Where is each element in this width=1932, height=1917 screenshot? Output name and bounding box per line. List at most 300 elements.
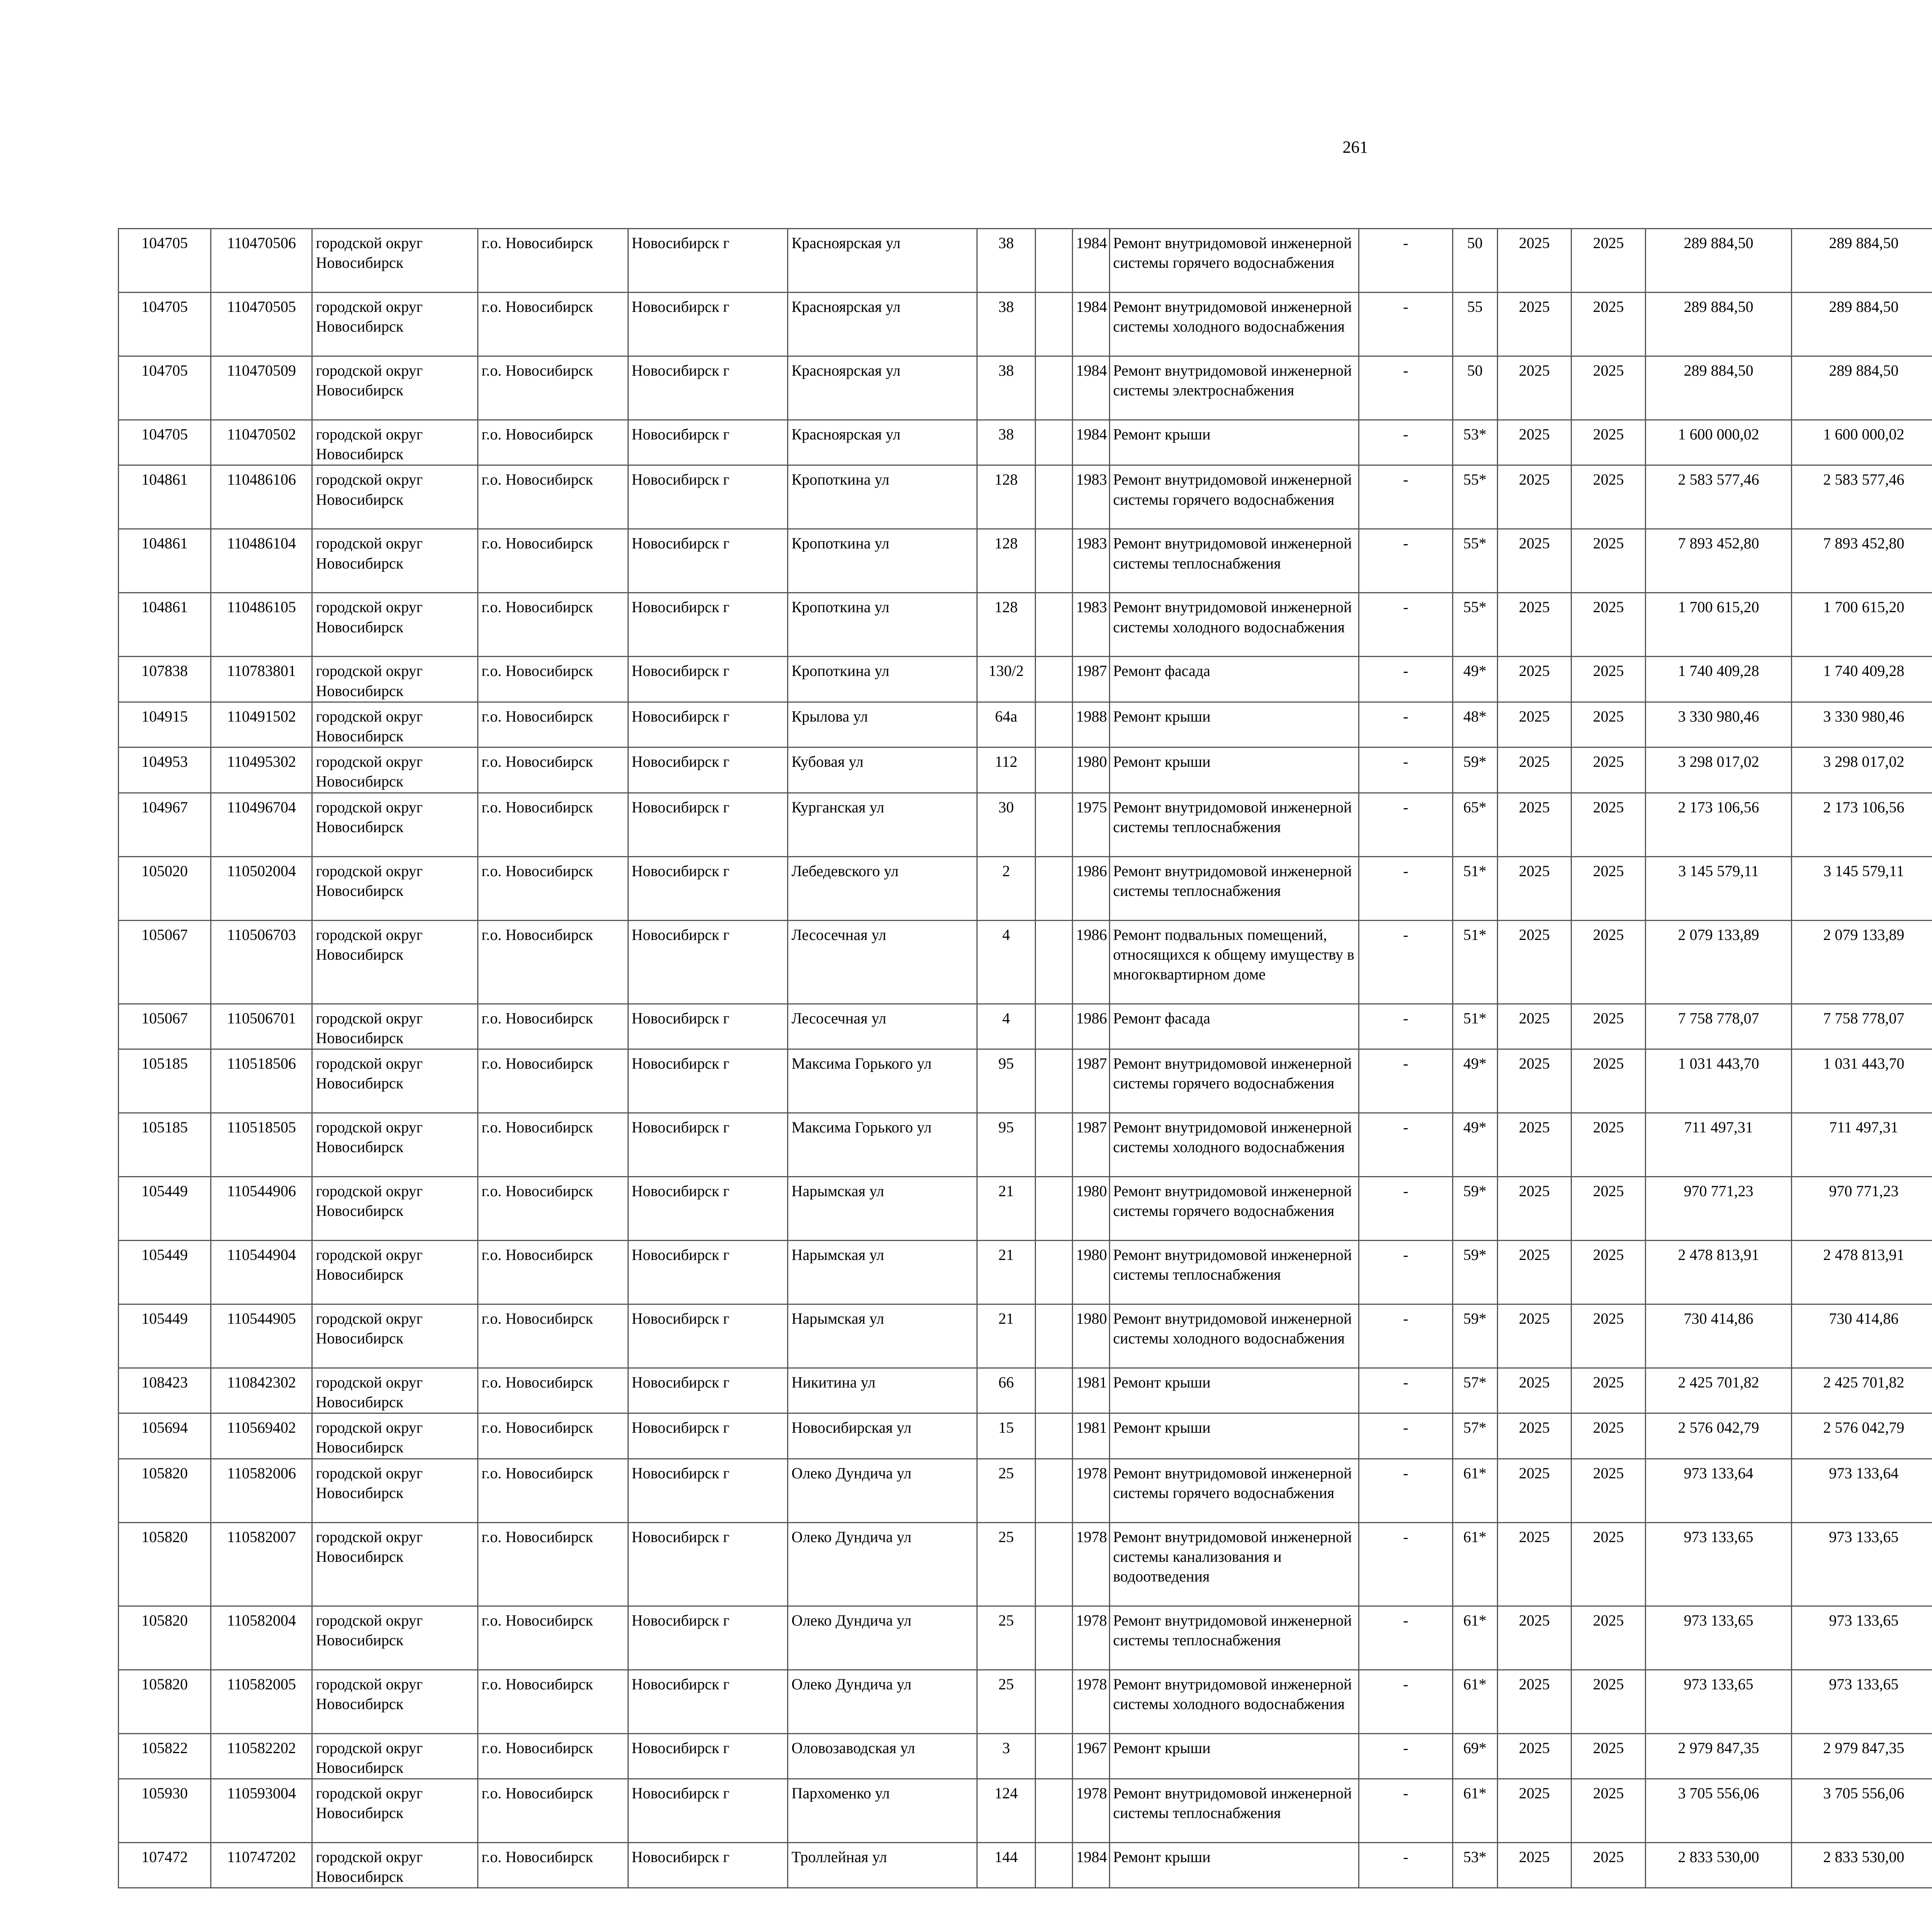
cell-object-id: 110502004 (211, 856, 312, 920)
table-row (119, 856, 1932, 920)
cell-locality: Новосибирск г (628, 856, 788, 920)
cell-street: Крылова ул (788, 702, 977, 747)
cell-total-cost: 2 079 133,89 (1645, 920, 1791, 1004)
cell-wear: 49* (1452, 657, 1497, 702)
table-row (119, 1459, 1932, 1522)
cell-dash: - (1359, 1459, 1452, 1522)
cell-wear: 53* (1452, 420, 1497, 465)
cell-year-built: 1987 (1072, 657, 1109, 702)
table-row (119, 1413, 1932, 1459)
cell-year-start: 2025 (1497, 529, 1571, 593)
cell-work-type: Ремонт внутридомовой инженерной системы горячего водоснабжения (1109, 1049, 1359, 1113)
cell-year-built: 1978 (1072, 1522, 1109, 1606)
cell-year-built: 1984 (1072, 229, 1109, 293)
cell-year-end: 2025 (1571, 1113, 1646, 1176)
cell-year-end: 2025 (1571, 1459, 1646, 1522)
table-row (119, 293, 1932, 356)
cell-extra (1035, 920, 1072, 1004)
cell-year-start: 2025 (1497, 1049, 1571, 1113)
cell-house-number: 95 (977, 1049, 1035, 1113)
cell-house-id: 105694 (119, 1413, 211, 1459)
cell-street: Троллейная ул (788, 1843, 977, 1888)
cell-wear: 59* (1452, 1304, 1497, 1368)
cell-municipality: городской округ Новосибирск (312, 1459, 478, 1522)
cell-locality: Новосибирск г (628, 465, 788, 529)
cell-dash: - (1359, 1368, 1452, 1413)
cell-regional-budget: 973 133,65 (1792, 1670, 1932, 1733)
cell-total-cost: 3 705 556,06 (1645, 1779, 1791, 1843)
cell-year-start: 2025 (1497, 657, 1571, 702)
cell-year-built: 1986 (1072, 920, 1109, 1004)
cell-locality: Новосибирск г (628, 1459, 788, 1522)
cell-municipality-short: г.о. Новосибирск (478, 593, 628, 657)
table-row (119, 1733, 1932, 1779)
cell-wear: 51* (1452, 1004, 1497, 1049)
cell-house-number: 66 (977, 1368, 1035, 1413)
cell-locality: Новосибирск г (628, 1049, 788, 1113)
cell-locality: Новосибирск г (628, 1670, 788, 1733)
cell-house-number: 30 (977, 793, 1035, 856)
cell-object-id: 110470502 (211, 420, 312, 465)
cell-locality: Новосибирск г (628, 593, 788, 657)
cell-year-start: 2025 (1497, 1176, 1571, 1240)
cell-wear: 51* (1452, 920, 1497, 1004)
cell-house-number: 38 (977, 420, 1035, 465)
cell-year-end: 2025 (1571, 702, 1646, 747)
cell-year-start: 2025 (1497, 1606, 1571, 1670)
cell-extra (1035, 356, 1072, 420)
cell-street: Красноярская ул (788, 229, 977, 293)
cell-regional-budget: 3 705 556,06 (1792, 1779, 1932, 1843)
cell-street: Олеко Дундича ул (788, 1522, 977, 1606)
cell-total-cost: 1 700 615,20 (1645, 593, 1791, 657)
cell-wear: 61* (1452, 1522, 1497, 1606)
cell-street: Кропоткина ул (788, 657, 977, 702)
cell-total-cost: 973 133,65 (1645, 1606, 1791, 1670)
cell-house-id: 105185 (119, 1049, 211, 1113)
cell-year-start: 2025 (1497, 1113, 1571, 1176)
cell-year-end: 2025 (1571, 793, 1646, 856)
cell-object-id: 110506703 (211, 920, 312, 1004)
cell-dash: - (1359, 1113, 1452, 1176)
table-row (119, 1843, 1932, 1888)
cell-total-cost: 289 884,50 (1645, 229, 1791, 293)
cell-year-start: 2025 (1497, 856, 1571, 920)
cell-dash: - (1359, 702, 1452, 747)
table-row (119, 229, 1932, 293)
cell-extra (1035, 793, 1072, 856)
cell-regional-budget: 2 079 133,89 (1792, 920, 1932, 1004)
cell-extra (1035, 229, 1072, 293)
cell-locality: Новосибирск г (628, 1779, 788, 1843)
cell-extra (1035, 420, 1072, 465)
cell-dash: - (1359, 420, 1452, 465)
cell-regional-budget: 2 173 106,56 (1792, 793, 1932, 856)
cell-work-type: Ремонт внутридомовой инженерной системы канализования и водоотведения (1109, 1522, 1359, 1606)
cell-year-end: 2025 (1571, 1779, 1646, 1843)
cell-municipality: городской округ Новосибирск (312, 1004, 478, 1049)
cell-municipality: городской округ Новосибирск (312, 1304, 478, 1368)
cell-object-id: 110544904 (211, 1240, 312, 1304)
cell-house-number: 128 (977, 593, 1035, 657)
cell-year-start: 2025 (1497, 747, 1571, 793)
cell-municipality-short: г.о. Новосибирск (478, 1670, 628, 1733)
cell-locality: Новосибирск г (628, 529, 788, 593)
cell-year-start: 2025 (1497, 1240, 1571, 1304)
cell-municipality: городской округ Новосибирск (312, 657, 478, 702)
cell-work-type: Ремонт внутридомовой инженерной системы холодного водоснабжения (1109, 1113, 1359, 1176)
cell-year-start: 2025 (1497, 1004, 1571, 1049)
cell-object-id: 110470506 (211, 229, 312, 293)
table-row (119, 920, 1932, 1004)
cell-year-end: 2025 (1571, 1606, 1646, 1670)
cell-extra (1035, 1606, 1072, 1670)
cell-year-built: 1987 (1072, 1049, 1109, 1113)
cell-locality: Новосибирск г (628, 1176, 788, 1240)
cell-municipality-short: г.о. Новосибирск (478, 1779, 628, 1843)
cell-municipality: городской округ Новосибирск (312, 356, 478, 420)
cell-work-type: Ремонт внутридомовой инженерной системы теплоснабжения (1109, 1779, 1359, 1843)
cell-locality: Новосибирск г (628, 420, 788, 465)
cell-object-id: 110506701 (211, 1004, 312, 1049)
cell-municipality-short: г.о. Новосибирск (478, 1304, 628, 1368)
cell-extra (1035, 1240, 1072, 1304)
table-row (119, 793, 1932, 856)
cell-regional-budget: 289 884,50 (1792, 293, 1932, 356)
cell-work-type: Ремонт внутридомовой инженерной системы теплоснабжения (1109, 1606, 1359, 1670)
cell-year-end: 2025 (1571, 1733, 1646, 1779)
cell-wear: 53* (1452, 1843, 1497, 1888)
cell-wear: 65* (1452, 793, 1497, 856)
cell-extra (1035, 747, 1072, 793)
cell-wear: 55 (1452, 293, 1497, 356)
cell-year-end: 2025 (1571, 356, 1646, 420)
cell-year-built: 1986 (1072, 1004, 1109, 1049)
cell-street: Красноярская ул (788, 293, 977, 356)
cell-municipality-short: г.о. Новосибирск (478, 356, 628, 420)
cell-municipality-short: г.о. Новосибирск (478, 1240, 628, 1304)
cell-work-type: Ремонт внутридомовой инженерной системы холодного водоснабжения (1109, 1304, 1359, 1368)
cell-municipality-short: г.о. Новосибирск (478, 1176, 628, 1240)
cell-object-id: 110470505 (211, 293, 312, 356)
cell-house-number: 2 (977, 856, 1035, 920)
cell-locality: Новосибирск г (628, 793, 788, 856)
cell-house-id: 105449 (119, 1240, 211, 1304)
cell-year-start: 2025 (1497, 293, 1571, 356)
cell-municipality-short: г.о. Новосибирск (478, 1049, 628, 1113)
cell-regional-budget: 1 600 000,02 (1792, 420, 1932, 465)
cell-regional-budget: 973 133,65 (1792, 1606, 1932, 1670)
cell-work-type: Ремонт крыши (1109, 420, 1359, 465)
cell-object-id: 110842302 (211, 1368, 312, 1413)
cell-total-cost: 289 884,50 (1645, 356, 1791, 420)
cell-year-built: 1981 (1072, 1368, 1109, 1413)
cell-dash: - (1359, 356, 1452, 420)
cell-wear: 57* (1452, 1368, 1497, 1413)
cell-year-end: 2025 (1571, 747, 1646, 793)
cell-wear: 57* (1452, 1413, 1497, 1459)
cell-work-type: Ремонт внутридомовой инженерной системы холодного водоснабжения (1109, 593, 1359, 657)
cell-locality: Новосибирск г (628, 747, 788, 793)
cell-regional-budget: 973 133,65 (1792, 1522, 1932, 1606)
cell-house-number: 4 (977, 920, 1035, 1004)
cell-year-built: 1980 (1072, 747, 1109, 793)
table-row (119, 1522, 1932, 1606)
cell-municipality: городской округ Новосибирск (312, 702, 478, 747)
cell-object-id: 110582202 (211, 1733, 312, 1779)
cell-total-cost: 1 740 409,28 (1645, 657, 1791, 702)
cell-year-start: 2025 (1497, 1733, 1571, 1779)
cell-year-start: 2025 (1497, 1670, 1571, 1733)
cell-municipality: городской округ Новосибирск (312, 1368, 478, 1413)
cell-work-type: Ремонт внутридомовой инженерной системы электроснабжения (1109, 356, 1359, 420)
cell-object-id: 110783801 (211, 657, 312, 702)
cell-year-start: 2025 (1497, 465, 1571, 529)
cell-wear: 61* (1452, 1606, 1497, 1670)
cell-municipality: городской округ Новосибирск (312, 1606, 478, 1670)
cell-year-start: 2025 (1497, 1368, 1571, 1413)
cell-house-number: 95 (977, 1113, 1035, 1176)
cell-dash: - (1359, 747, 1452, 793)
cell-wear: 55* (1452, 529, 1497, 593)
cell-total-cost: 973 133,64 (1645, 1459, 1791, 1522)
cell-extra (1035, 1413, 1072, 1459)
cell-year-end: 2025 (1571, 1304, 1646, 1368)
cell-municipality-short: г.о. Новосибирск (478, 465, 628, 529)
cell-municipality-short: г.о. Новосибирск (478, 1004, 628, 1049)
cell-house-id: 105449 (119, 1304, 211, 1368)
cell-house-number: 25 (977, 1606, 1035, 1670)
cell-regional-budget: 970 771,23 (1792, 1176, 1932, 1240)
cell-street: Пархоменко ул (788, 1779, 977, 1843)
cell-house-number: 25 (977, 1670, 1035, 1733)
cell-extra (1035, 1843, 1072, 1888)
cell-year-built: 1984 (1072, 293, 1109, 356)
cell-municipality: городской округ Новосибирск (312, 420, 478, 465)
cell-object-id: 110582004 (211, 1606, 312, 1670)
cell-object-id: 110582005 (211, 1670, 312, 1733)
table-row (119, 593, 1932, 657)
table-row (119, 1004, 1932, 1049)
cell-locality: Новосибирск г (628, 1522, 788, 1606)
cell-municipality-short: г.о. Новосибирск (478, 1413, 628, 1459)
cell-wear: 51* (1452, 856, 1497, 920)
cell-municipality: городской округ Новосибирск (312, 593, 478, 657)
cell-street: Кропоткина ул (788, 465, 977, 529)
cell-dash: - (1359, 465, 1452, 529)
cell-year-built: 1980 (1072, 1176, 1109, 1240)
cell-total-cost: 1 031 443,70 (1645, 1049, 1791, 1113)
cell-locality: Новосибирск г (628, 1368, 788, 1413)
table-row (119, 1176, 1932, 1240)
cell-municipality-short: г.о. Новосибирск (478, 793, 628, 856)
cell-year-end: 2025 (1571, 1670, 1646, 1733)
cell-street: Курганская ул (788, 793, 977, 856)
cell-year-built: 1984 (1072, 420, 1109, 465)
cell-house-id: 105020 (119, 856, 211, 920)
cell-house-number: 112 (977, 747, 1035, 793)
cell-municipality-short: г.о. Новосибирск (478, 1733, 628, 1779)
cell-municipality: городской округ Новосибирск (312, 1413, 478, 1459)
cell-house-id: 105820 (119, 1522, 211, 1606)
cell-total-cost: 2 173 106,56 (1645, 793, 1791, 856)
cell-regional-budget: 1 031 443,70 (1792, 1049, 1932, 1113)
cell-municipality: городской округ Новосибирск (312, 1176, 478, 1240)
cell-year-built: 1986 (1072, 856, 1109, 920)
cell-extra (1035, 1004, 1072, 1049)
cell-house-id: 105820 (119, 1606, 211, 1670)
cell-year-built: 1978 (1072, 1670, 1109, 1733)
cell-locality: Новосибирск г (628, 229, 788, 293)
cell-work-type: Ремонт внутридомовой инженерной системы горячего водоснабжения (1109, 465, 1359, 529)
cell-year-start: 2025 (1497, 793, 1571, 856)
cell-year-end: 2025 (1571, 293, 1646, 356)
cell-work-type: Ремонт внутридомовой инженерной системы горячего водоснабжения (1109, 229, 1359, 293)
cell-locality: Новосибирск г (628, 657, 788, 702)
cell-total-cost: 973 133,65 (1645, 1522, 1791, 1606)
cell-municipality-short: г.о. Новосибирск (478, 702, 628, 747)
cell-regional-budget: 730 414,86 (1792, 1304, 1932, 1368)
cell-extra (1035, 1670, 1072, 1733)
cell-total-cost: 2 833 530,00 (1645, 1843, 1791, 1888)
cell-house-number: 38 (977, 356, 1035, 420)
cell-dash: - (1359, 229, 1452, 293)
cell-street: Лесосечная ул (788, 920, 977, 1004)
cell-locality: Новосибирск г (628, 1004, 788, 1049)
cell-regional-budget: 2 576 042,79 (1792, 1413, 1932, 1459)
table-row (119, 465, 1932, 529)
cell-year-start: 2025 (1497, 1522, 1571, 1606)
cell-street: Олеко Дундича ул (788, 1606, 977, 1670)
cell-dash: - (1359, 920, 1452, 1004)
cell-house-number: 21 (977, 1304, 1035, 1368)
table-row (119, 1113, 1932, 1176)
cell-year-end: 2025 (1571, 1843, 1646, 1888)
cell-house-number: 15 (977, 1413, 1035, 1459)
cell-house-id: 104861 (119, 529, 211, 593)
table-row (119, 1670, 1932, 1733)
cell-wear: 59* (1452, 1176, 1497, 1240)
cell-year-built: 1987 (1072, 1113, 1109, 1176)
cell-year-end: 2025 (1571, 1368, 1646, 1413)
cell-municipality: городской округ Новосибирск (312, 1049, 478, 1113)
cell-year-built: 1983 (1072, 465, 1109, 529)
cell-regional-budget: 2 425 701,82 (1792, 1368, 1932, 1413)
cell-street: Кубовая ул (788, 747, 977, 793)
cell-year-built: 1983 (1072, 529, 1109, 593)
cell-total-cost: 7 758 778,07 (1645, 1004, 1791, 1049)
cell-year-built: 1978 (1072, 1606, 1109, 1670)
cell-house-number: 25 (977, 1459, 1035, 1522)
cell-wear: 55* (1452, 593, 1497, 657)
cell-object-id: 110470509 (211, 356, 312, 420)
cell-dash: - (1359, 593, 1452, 657)
cell-house-id: 105449 (119, 1176, 211, 1240)
cell-object-id: 110491502 (211, 702, 312, 747)
cell-work-type: Ремонт внутридомовой инженерной системы теплоснабжения (1109, 856, 1359, 920)
cell-street: Нарымская ул (788, 1240, 977, 1304)
cell-house-number: 25 (977, 1522, 1035, 1606)
cell-municipality: городской округ Новосибирск (312, 1522, 478, 1606)
cell-year-end: 2025 (1571, 1176, 1646, 1240)
cell-year-built: 1978 (1072, 1779, 1109, 1843)
cell-municipality-short: г.о. Новосибирск (478, 1113, 628, 1176)
cell-municipality: городской округ Новосибирск (312, 1779, 478, 1843)
cell-regional-budget: 289 884,50 (1792, 229, 1932, 293)
table-row (119, 1049, 1932, 1113)
cell-street: Лебедевского ул (788, 856, 977, 920)
cell-year-end: 2025 (1571, 420, 1646, 465)
cell-total-cost: 970 771,23 (1645, 1176, 1791, 1240)
cell-work-type: Ремонт внутридомовой инженерной системы теплоснабжения (1109, 529, 1359, 593)
cell-work-type: Ремонт крыши (1109, 747, 1359, 793)
cell-year-built: 1980 (1072, 1304, 1109, 1368)
cell-house-number: 38 (977, 229, 1035, 293)
cell-municipality-short: г.о. Новосибирск (478, 856, 628, 920)
cell-municipality: городской округ Новосибирск (312, 229, 478, 293)
cell-object-id: 110486106 (211, 465, 312, 529)
cell-street: Олеко Дундича ул (788, 1670, 977, 1733)
cell-work-type: Ремонт фасада (1109, 657, 1359, 702)
cell-object-id: 110518505 (211, 1113, 312, 1176)
cell-dash: - (1359, 1522, 1452, 1606)
cell-extra (1035, 1049, 1072, 1113)
cell-house-id: 105185 (119, 1113, 211, 1176)
cell-dash: - (1359, 856, 1452, 920)
table-row (119, 702, 1932, 747)
cell-dash: - (1359, 1843, 1452, 1888)
cell-municipality-short: г.о. Новосибирск (478, 229, 628, 293)
cell-total-cost: 2 979 847,35 (1645, 1733, 1791, 1779)
cell-year-end: 2025 (1571, 465, 1646, 529)
table-row (119, 747, 1932, 793)
cell-extra (1035, 465, 1072, 529)
cell-municipality: городской округ Новосибирск (312, 793, 478, 856)
cell-wear: 59* (1452, 747, 1497, 793)
cell-municipality: городской округ Новосибирск (312, 747, 478, 793)
cell-municipality: городской округ Новосибирск (312, 1843, 478, 1888)
cell-municipality: городской округ Новосибирск (312, 1113, 478, 1176)
cell-year-end: 2025 (1571, 1049, 1646, 1113)
cell-house-id: 105930 (119, 1779, 211, 1843)
cell-work-type: Ремонт фасада (1109, 1004, 1359, 1049)
table-row (119, 529, 1932, 593)
cell-wear: 69* (1452, 1733, 1497, 1779)
cell-total-cost: 2 583 577,46 (1645, 465, 1791, 529)
cell-locality: Новосибирск г (628, 702, 788, 747)
cell-house-number: 124 (977, 1779, 1035, 1843)
cell-regional-budget: 2 478 813,91 (1792, 1240, 1932, 1304)
cell-total-cost: 3 145 579,11 (1645, 856, 1791, 920)
cell-extra (1035, 529, 1072, 593)
cell-street: Максима Горького ул (788, 1113, 977, 1176)
cell-wear: 50 (1452, 356, 1497, 420)
cell-year-end: 2025 (1571, 1413, 1646, 1459)
cell-work-type: Ремонт крыши (1109, 1413, 1359, 1459)
cell-street: Новосибирская ул (788, 1413, 977, 1459)
cell-dash: - (1359, 793, 1452, 856)
cell-year-built: 1983 (1072, 593, 1109, 657)
cell-year-start: 2025 (1497, 1779, 1571, 1843)
cell-extra (1035, 293, 1072, 356)
cell-regional-budget: 3 330 980,46 (1792, 702, 1932, 747)
cell-year-start: 2025 (1497, 920, 1571, 1004)
cell-work-type: Ремонт крыши (1109, 1733, 1359, 1779)
cell-dash: - (1359, 293, 1452, 356)
cell-wear: 49* (1452, 1049, 1497, 1113)
cell-year-start: 2025 (1497, 1459, 1571, 1522)
table-body (119, 229, 1932, 1888)
